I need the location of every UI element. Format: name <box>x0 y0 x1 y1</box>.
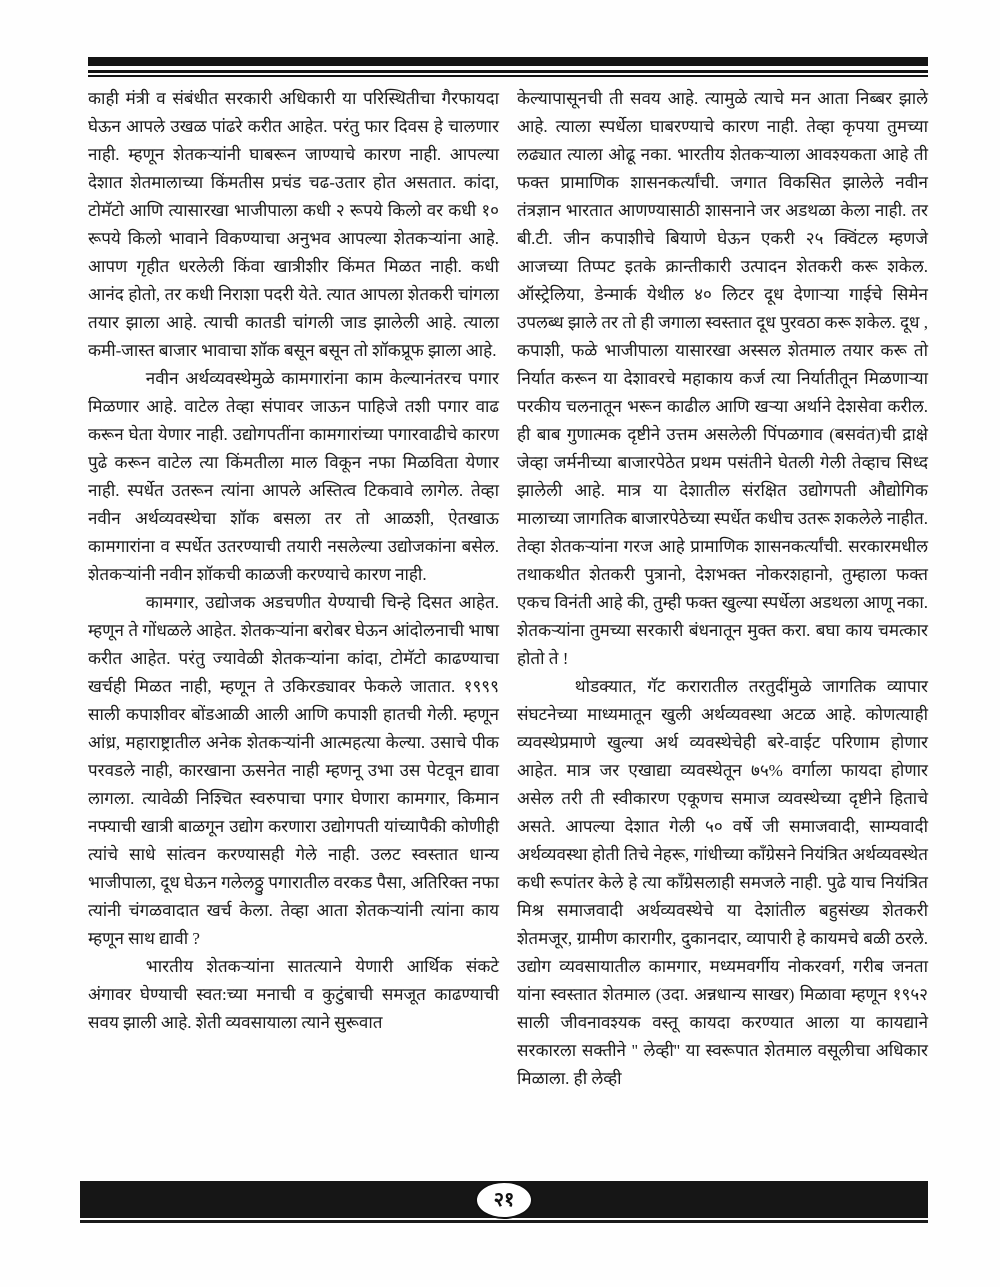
top-rule-thick <box>88 57 928 66</box>
right-column <box>517 85 928 1093</box>
page-footer-bar <box>80 1181 928 1218</box>
paragraph: भारतीय शेतकऱ्यांना सातत्याने येणारी आर्थिक संकटे अंगावर घेण्याची स्वत:च्या मनाची व कुटुंबाची समजूत काढण्याची सवय झाली आहे. शेती व्यवसायाला त्याने सुरूवात <box>88 957 499 1032</box>
paragraph: केल्यापासूनची ती सवय आहे. त्यामुळे त्याचे मन आता निब्बर झाले आहे. त्याला स्पर्धेला घाबरण्याचे कारण नाही. तेव्हा कृपया तुमच्या लढ्यात त्याला ओढू नका. भारतीय शेतकऱ्याला आवश्यकता आहे ती फक्त प्रामाणिक शासनकर्त्यांची. जगात विकसित झालेले नवीन तंत्रज्ञान भारतात आणण्यासाठी शासनाने जर अडथळा केला नाही. तर बी.टी. जीन कपाशीचे बियाणे घेऊन एकरी २५ क्विंटल म्हणजे आजच्या तिप्पट इतके क्रान्तीकारी उत्पादन शेतकरी करू शकेल. ऑस्ट्रेलिया, डेन्मार्क येथील ४० लिटर दूध देणाऱ्या गाईचे सिमेन उपलब्ध झाले तर तो ही जगाला स्वस्तात दूध पुरवठा करू शकेल. दूध , कपाशी, फळे भाजीपाला यासारखा अस्सल शेतमाल तयार करू तो निर्यात करून या देशावरचे महाकाय कर्ज त्या निर्यातीतून मिळणाऱ्या परकीय चलनातून भरून काढील आणि खऱ्या अर्थाने देशसेवा करील. ही बाब गुणात्मक दृष्टीने उत्तम असलेली पिंपळगाव (बसवंत)ची द्राक्षे जेव्हा जर्मनीच्या बाजारपेठेत प्रथम पसंतीने घेतली गेली तेव्हाच सिध्द झालेली आहे. मात्र या देशातील संरक्षित उद्योगपती औद्योगिक मालाच्या जागतिक बाजारपेठेच्या स्पर्धेत कधीच उतरू शकलेले नाहीत. तेव्हा शेतकऱ्यांना गरज आहे प्रामाणिक शासनकर्त्यांची. सरकारमधील तथाकथीत शेतकरी पुत्रानो, देशभक्त नोकरशहानो, तुम्हाला फक्त एकच विनंती आहे की, तुम्ही फक्त खुल्या स्पर्धेला अडथला आणू नका. शेतकऱ्यांना तुमच्या सरकारी बंधनातून मुक्त करा. बघा काय चमत्कार होतो ते ! <box>517 89 928 668</box>
left-column <box>88 85 499 1093</box>
paragraph: कामगार, उद्योजक अडचणीत येण्याची चिन्हे दिसत आहेत. म्हणून ते गोंधळले आहेत. शेतकऱ्यांना बरोबर घेऊन आंदोलनाची भाषा करीत आहेत. परंतु ज्यावेळी शेतकऱ्यांना कांदा, टोमॅटो काढण्याचा खर्चही मिळत नाही, म्हणून ते उकिरड्यावर फेकले जातात. १९९९ साली कपाशीवर बोंडआळी आली आणि कपाशी हातची गेली. म्हणून आंध्र, महाराष्ट्रातील अनेक शेतकऱ्यांनी आत्महत्या केल्या. उसाचे पीक परवडले नाही, कारखाना ऊसनेत नाही म्हणनू उभा उस पेटवून द्यावा लागला. त्यावेळी निश्चित स्वरुपाचा पगार घेणारा कामगार, किमान नफ्याची खात्री बाळगून उद्योग करणारा उद्योगपती यांच्यापैकी कोणीही त्यांचे साधे सांत्वन करण्यासही गेले नाही. उलट स्वस्तात धान्य भाजीपाला, दूध घेऊन गलेलठ्ठु पगारातील वरकड पैसा, अतिरिक्त नफा त्यांनी चंगळवादात खर्च केला. तेव्हा आता शेतकऱ्यांनी त्यांना काय म्हणून साथ द्यावी ? <box>88 593 499 948</box>
text-columns <box>88 85 928 1093</box>
paragraph: थोडक्यात, गॅट करारातील तरतुदींमुळे जागतिक व्यापार संघटनेच्या माध्यमातून खुली अर्थव्यवस्था अटळ आहे. कोणत्याही व्यवस्थेप्रमाणे खुल्या अर्थ व्यवस्थेचेही बरे-वाईट परिणाम होणार आहेत. मात्र जर एखाद्या व्यवस्थेतून ७५% वर्गाला फायदा होणार असेल तरी ती स्वीकारण एकूणच समाज व्यवस्थेच्या दृष्टीने हिताचे असते. आपल्या देशात गेली ५० वर्षे जी समाजवादी, साम्यवादी अर्थव्यवस्था होती तिचे नेहरू, गांधीच्या काँग्रेसने नियंत्रित अर्थव्यवस्थेत कधी रूपांतर केले हे त्या काँग्रेसलाही समजले नाही. पुढे याच नियंत्रित मिश्र समाजवादी अर्थव्यवस्थेचे या देशांतील बहुसंख्य शेतकरी शेतमजूर, ग्रामीण कारागीर, दुकानदार, व्यापारी हे कायमचे बळी ठरले. उद्योग व्यवसायातील कामगार, मध्यमवर्गीय नोकरवर्ग, गरीब जनता यांना स्वस्तात शेतमाल (उदा. अन्नधान्य साखर) मिळावा म्हणून १९५२ साली जीवनावश्यक वस्तू कायदा करण्यात आला या कायद्याने सरकारला सक्तीने '' लेव्ही'' या स्वरूपात शेतमाल वसूलीचा अधिकार मिळाला. ही लेव्ही <box>517 677 928 1088</box>
footer-underline <box>80 1220 928 1223</box>
top-rule-double <box>88 70 928 77</box>
page-number-badge <box>475 1181 533 1219</box>
page-content <box>88 0 928 1093</box>
page-number: २१ <box>493 1188 515 1211</box>
paragraph: नवीन अर्थव्यवस्थेमुळे कामगारांना काम केल्यानंतरच पगार मिळणार आहे. वाटेल तेव्हा संपावर जाऊन पाहिजे तशी पगार वाढ करून घेता येणार नाही. उद्योगपतींना कामगारांच्या पगारवाढीचे कारण पुढे करून वाटेल त्या किंमतीला माल विकून नफा मिळविता येणार नाही. स्पर्धेत उतरून त्यांना आपले अस्तित्व टिकवावे लागेल. तेव्हा नवीन अर्थव्यवस्थेचा शॉक बसला तर तो आळशी, ऐतखाऊ कामगारांना व स्पर्धेत उतरण्याची तयारी नसलेल्या उद्योजकांना बसेल. शेतकऱ्यांनी नवीन शॉकची काळजी करण्याचे कारण नाही. <box>88 369 499 584</box>
paragraph: काही मंत्री व संबंधीत सरकारी अधिकारी या परिस्थितीचा गैरफायदा घेऊन आपले उखळ पांढरे करीत आहेत. परंतु फार दिवस हे चालणार नाही. म्हणून शेतकऱ्यांनी घाबरून जाण्याचे कारण नाही. आपल्या देशात शेतमालाच्या किंमतीस प्रचंड चढ-उतार होत असतात. कांदा, टोमॅटो आणि त्यासारखा भाजीपाला कधी २ रूपये किलो वर कधी १० रूपये किलो भावाने विकण्याचा अनुभव आपल्या शेतकऱ्यांना आहे. आपण गृहीत धरलेली किंवा खात्रीशीर किंमत मिळत नाही. कधी आनंद होतो, तर कधी निराशा पदरी येते. त्यात आपला शेतकरी चांगला तयार झाला आहे. त्याची कातडी चांगली जाड झालेली आहे. त्याला कमी-जास्त बाजार भावाचा शॉक बसून बसून तो शॉकप्रूफ झाला आहे. <box>88 89 499 360</box>
